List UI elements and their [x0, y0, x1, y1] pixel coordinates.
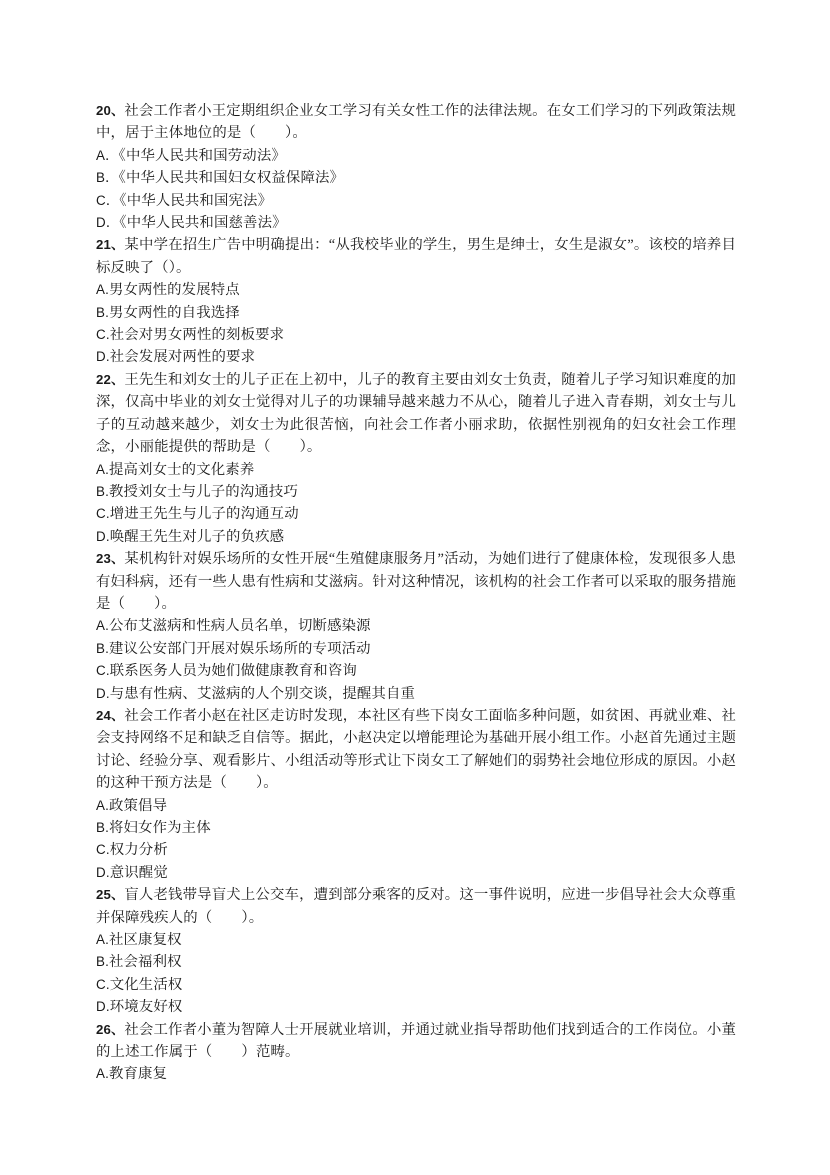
option-item[interactable] [96, 346, 736, 368]
option-text: 男女两性的自我选择 [108, 304, 240, 321]
option-list [96, 145, 736, 235]
question-block [96, 100, 736, 234]
option-letter: A. [96, 282, 109, 298]
option-item[interactable] [96, 212, 736, 234]
option-text: 《中华人民共和国慈善法》 [119, 215, 287, 232]
option-letter: D． [96, 215, 120, 231]
question-block [96, 1019, 736, 1086]
option-item[interactable] [96, 190, 736, 212]
question-number: 22、 [96, 371, 125, 387]
option-item[interactable] [96, 145, 736, 167]
question-number: 26、 [96, 1021, 125, 1037]
option-text: 文化生活权 [109, 976, 183, 993]
option-item[interactable] [96, 503, 736, 525]
option-text: 教授刘女士与儿子的沟通技巧 [108, 483, 298, 500]
option-text: 将妇女作为主体 [108, 820, 211, 836]
option-letter: A. [96, 461, 109, 477]
option-letter: A． [96, 147, 119, 163]
option-letter: B． [96, 170, 119, 186]
option-letter: C. [96, 506, 110, 522]
option-text: 权力分析 [109, 842, 168, 859]
question-block [96, 548, 736, 705]
question-stem [96, 369, 736, 459]
option-text: 与患有性病、艾滋病的人个别交谈，提醒其自重 [109, 685, 416, 702]
option-item[interactable] [96, 683, 736, 705]
question-stem [96, 884, 736, 929]
question-stem-text: 社会工作者小赵在社区走访时发现，本社区有些下岗女工面临多种问题，如贫困、再就业难、社会支持网络不足和缺乏自信等。据此，小赵决定以增能理论为基础开展小组工作。小赵首先通过主题讨论、经验分享、观看影片、小组活动等形式让下岗女工了解她们的弱势社会地位形成的原因。小赵的这种干预方法是（ ）。 [96, 707, 736, 792]
option-item[interactable] [96, 279, 736, 301]
option-item[interactable] [96, 862, 736, 884]
option-text: 社会发展对两性的要求 [109, 349, 256, 366]
option-list [96, 1063, 736, 1085]
option-letter: B. [96, 483, 109, 499]
option-text: 建议公安部门开展对娱乐场所的专项活动 [108, 640, 371, 657]
option-letter: D. [96, 349, 110, 365]
option-item[interactable] [96, 660, 736, 682]
question-block [96, 884, 736, 1018]
option-text: 环境友好权 [109, 999, 183, 1016]
option-letter: C. [96, 663, 110, 679]
option-text: 《中华人民共和国劳动法》 [118, 147, 286, 164]
question-stem-text: 盲人老钱带导盲犬上公交车，遭到部分乘客的反对。这一事件说明，应进一步倡导社会大众尊重并保障残疾人的（ ）。 [96, 887, 736, 926]
option-text: 提高刘女士的文化素养 [108, 461, 255, 478]
option-letter: D. [96, 528, 110, 544]
option-letter: C. [96, 976, 110, 992]
question-number: 21、 [96, 237, 125, 253]
question-number: 24、 [96, 707, 125, 723]
option-letter: C． [96, 192, 120, 208]
option-item[interactable] [96, 974, 736, 996]
question-stem [96, 100, 736, 145]
option-text: 社会对男女两性的刻板要求 [109, 327, 285, 344]
question-number: 25、 [96, 887, 125, 903]
option-text: 联系医务人员为她们做健康教育和咨询 [109, 663, 357, 680]
option-text: 政策倡导 [108, 797, 168, 814]
question-stem-text: 社会工作者小王定期组织企业女工学习有关女性工作的法律法规。在女工们学习的下列政策法规中，居于主体地位的是（ ）。 [96, 103, 736, 142]
question-stem-text: 王先生和刘女士的儿子正在上初中，儿子的教育主要由刘女士负责，随着儿子学习知识难度的加深，仅高中毕业的刘女士觉得对儿子的功课辅导越来越力不从心，随着儿子进入青春期，刘女士与儿子的互动越来越少，刘女士为此很苦恼，向社会工作者小丽求助，依据性别视角的妇女社会工作理念，小丽能提供的帮助是（ ）。 [96, 371, 736, 456]
question-block [96, 705, 736, 884]
option-text: 意识醒觉 [109, 864, 168, 881]
question-stem [96, 705, 736, 795]
option-item[interactable] [96, 638, 736, 660]
option-text: 男女两性的发展特点 [108, 282, 240, 299]
question-stem-text: 某机构针对娱乐场所的女性开展“生殖健康服务月”活动，为她们进行了健康体检，发现很多人患有妇科病，还有一些人患有性病和艾滋病。针对这种情况，该机构的社会工作者可以采取的服务措施是（ ）。 [96, 551, 736, 612]
option-letter: B. [96, 820, 109, 835]
option-item[interactable] [96, 459, 736, 481]
option-letter: D. [96, 864, 110, 880]
option-item[interactable] [96, 951, 736, 973]
option-item[interactable] [96, 302, 736, 324]
option-text: 唤醒王先生对儿子的负疚感 [109, 528, 285, 545]
option-letter: C. [96, 842, 110, 858]
option-item[interactable] [96, 1063, 736, 1085]
option-item[interactable] [96, 795, 736, 817]
question-list [96, 100, 736, 1086]
option-letter: B. [96, 954, 109, 970]
option-text: 《中华人民共和国宪法》 [119, 192, 273, 209]
question-stem [96, 1019, 736, 1064]
option-text: 社区康复权 [108, 932, 182, 949]
option-text: 增进王先生与儿子的沟通互动 [109, 506, 299, 523]
option-text: 《中华人民共和国妇女权益保障法》 [118, 170, 345, 187]
option-text: 公布艾滋病和性病人员名单，切断感染源 [108, 618, 371, 635]
question-stem [96, 548, 736, 615]
option-text: 社会福利权 [108, 954, 182, 971]
option-item[interactable] [96, 481, 736, 503]
option-letter: D. [96, 685, 110, 701]
option-list [96, 795, 736, 885]
option-letter: D. [96, 999, 110, 1015]
option-letter: B. [96, 304, 109, 320]
question-stem-text: 某中学在招生广告中明确提出：“从我校毕业的学生，男生是绅士，女生是淑女”。该校的培养目标反映了（）。 [96, 237, 736, 276]
question-block [96, 369, 736, 548]
option-letter: A. [96, 618, 109, 634]
option-letter: C. [96, 327, 110, 343]
option-list [96, 929, 736, 1019]
option-letter: A. [96, 1066, 109, 1082]
option-item[interactable] [96, 839, 736, 861]
option-list [96, 615, 736, 705]
question-number: 23、 [96, 551, 125, 567]
option-text: 教育康复 [108, 1066, 168, 1083]
question-block [96, 234, 736, 368]
option-item[interactable] [96, 324, 736, 346]
question-number: 20、 [96, 103, 125, 118]
option-letter: B. [96, 640, 109, 656]
option-list [96, 459, 736, 549]
option-item[interactable] [96, 615, 736, 637]
option-letter: A. [96, 932, 109, 948]
question-stem-text: 社会工作者小董为智障人士开展就业培训，并通过就业指导帮助他们找到适合的工作岗位。小董的上述工作属于（ ）范畴。 [96, 1021, 736, 1061]
question-stem [96, 234, 736, 279]
option-item[interactable] [96, 167, 736, 189]
option-item[interactable] [96, 526, 736, 548]
option-item[interactable] [96, 996, 736, 1018]
option-letter: A. [96, 797, 109, 813]
option-list [96, 279, 736, 369]
option-item[interactable] [96, 817, 736, 839]
option-item[interactable] [96, 929, 736, 951]
